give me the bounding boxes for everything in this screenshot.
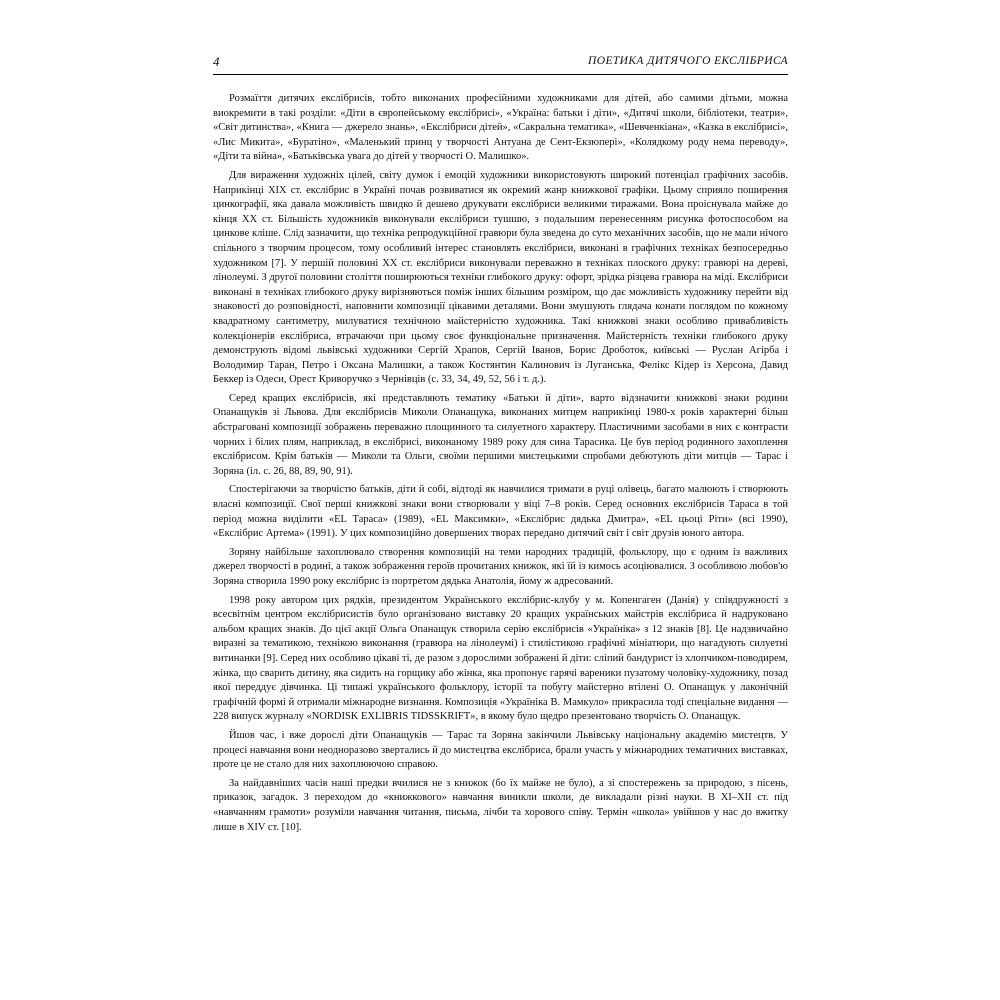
paragraph-ukrainika-series: 1998 року автором цих рядків, президентом Українського екслібрис-клубу у м. Копенгаген (Данія) у співдружності з всесвітнім центром екслібрисистів було організовано виставку 20 кращих українських майстрів екслібриса й надруковано альбом кращих знаків. До цієї акції Ольга Опанащук створила серію екслібрисів «Україніка» з 12 знаків [8]. Це надзвичайно виразні за тематикою, технікою виконання (гравюра на лінолеумі) і стилістикою графічні мініатюри, що нагадують силуетні витинанки [9]. Серед них особливо цікаві ті, де разом з дорослими зображені й діти: сліпий бандурист із хлопчиком-поводирем, жінка, що сварить дитину, яка сидить на горщику або жінка, яка пропонує гарячі вареники пузатому чоловіку-художнику, позад якої переддує дівчинка. Ці типажі українського фольклору, історії та побуту майстерно втілені О. Опанащук у лаконічній графічній формі й отримали міжнародне визнання. Композиція «Україніка В. Мамкуло» прикрасила тоді спеціальне видання — 228 випуск журналу «NORDISK EXLIBRIS TIDSSKRIFT», в якому було щедро презентовано творчість О. Опанащук. (213, 594, 788, 723)
running-title: ПОЕТИКА ДИТЯЧОГО ЕКСЛІБРИСА (588, 55, 788, 67)
paragraph-schooling-history: За найдавніших часів наші предки вчилися не з книжок (бо їх майже не було), а зі спостережень за природою, з пісень, приказок, загадок. З переходом до «книжкового» навчання виникли школи, де викладали різні науки. В XI–XII ст. під «навчанням грамоти» розуміли навчання читання, письма, лічби та хорового співу. Термін «школа» увійшов у нас до вжитку лише в XIV ст. [10]. (213, 777, 788, 833)
page-header (213, 52, 788, 75)
article-body (213, 92, 788, 839)
paragraph-opanashchuk-family: Серед кращих екслібрисів, які представляють тематику «Батьки й діти», варто відзначити книжкові знаки родини Опанащуків зі Львова. Для екслібрисів Миколи Опанащука, виконаних митцем наприкінці 1980-х років характерні більш абстраговані композиції зображень переважно площинного та силуетного характеру. Пластичними засобами в них є контрасти чорних і білих плям, наприклад, в екслібрисі, виконаному 1989 року для сина Тарасика. Це був період родинного захоплення екслібрисом. Крім батьків — Миколи та Ольги, своїми першими мистецькими спробами дебютують діти митців — Тарас і Зоряна (іл. с. 26, 88, 89, 90, 91). (213, 392, 788, 477)
page-number: 4 (213, 54, 220, 69)
paragraph-taras-works: Спостерігаючи за творчістю батьків, діти й собі, відтоді як навчилися тримати в руці олівець, багато малюють і створюють власні композиції. Свої перші книжкові знаки вони створювали у віці 7–8 років. Серед основних екслібрисів Тараса в той період можна виділити «EL Тараса» (1989), «EL Максимки», «Екслібрис дядька Дмитра», «EL цьоці Ріти» (всі 1990), «Екслібрис Артема» (1991). У цих композиційно довершених творах передано дитячий світ і світ друзів юного автора. (213, 484, 788, 540)
paragraph-academy: Йшов час, і вже дорослі діти Опанащуків — Тарас та Зоряна закінчили Львівську національну академію мистецтв. У процесі навчання вони неодноразово звертались й до мистецтва екслібриса, брали участь у міжнародних тематичних виставках, проте це не стало для них захоплюючою справою. (213, 729, 788, 771)
paragraph-zoryana-works: Зоряну найбільше захоплювало створення композицій на теми народних традицій, фольклору, що є одним із важливих джерел творчості в родині, а також зображення героїв прочитаних книжок, які їй із кимось асоціювалися. З особливою любов'ю Зоряна створила 1990 року екслібрис із портретом дядька Анатолія, йому ж адресований. (213, 546, 788, 587)
paragraph-graphic-techniques: Для вираження художніх цілей, світу думок і емоцій художники використовують широкий потенціал графічних засобів. Наприкінці XIX ст. екслібрис в Україні почав розвиватися як окремий жанр книжкової графіки. Цьому сприяло поширення цинкографії, яка давала можливість швидко й дешево друкувати екслібриси великими тиражами. Вона проіснувала майже до кінця XX ст. Більшість художників виконували екслібриси тушшю, з подальшим перенесенням рисунка фотоспособом на цинкове кліше. Слід зазначити, що техніка репродукційної гравюри була зведена до суто механічних засобів, що не мали нічого спільного з творчим процесом, тому особливий інтерес становлять екслібриси, виконані в графічних техніках безпосередньо художником [7]. У першій половині XX ст. екслібриси виконували переважно в техніках плоского друку: гравюрі на дереві, лінолеумі. З другої половини століття поширюються техніки глибокого друку: офорт, зрідка різцева гравюра на міді. Екслібриси виконані в техніках глибокого друку вирізняються поміж інших більшим розміром, що дає можливість художнику перейти від знаковості до розповідності, наповнити композиції цікавими деталями. Вони змушують глядача конати поглядом по кожному квадратному сантиметру, милуватися технічною майстерністю художника. Такі книжкові знаки особливо привабливість колекціонерів екслібриса, втрачаючи при цьому своє функціональне призначення. Майстерність техніки глибокого друку демонструють відомі львівські художники Сергій Храпов, Сергій Іванов, Борис Дроботок, київські — Руслан Агірба і Володимир Таран, Петро і Оксана Малишки, а також Костянтин Калинович із Луганська, Фелікс Кідер із Херсона, Давид Беккер із Одеси, Орест Криворучко з Чернівців (с. 33, 34, 49, 52, 56 і т. д.). (213, 169, 788, 386)
paragraph-classification: Розмаїття дитячих екслібрисів, тобто виконаних професійними художниками для дітей, або самими дітьми, можна виокремити в такі розділи: «Діти в європейському екслібрисі», «Україна: батьки і діти», «Дитячі школи, бібліотеки, театри», «Світ дитинства», «Книга — джерело знань», «Екслібриси дітей», «Сакральна тематика», «Шевченкіана», «Казка в екслібрисі», «Лис Микита», «Буратіно», «Маленький принц у творчості Антуана де Сент-Екзюпері», «Колядкому роду нема переводу», «Діти та війна», «Батьківська увага до дітей у творчості О. Малишко». (213, 93, 788, 163)
